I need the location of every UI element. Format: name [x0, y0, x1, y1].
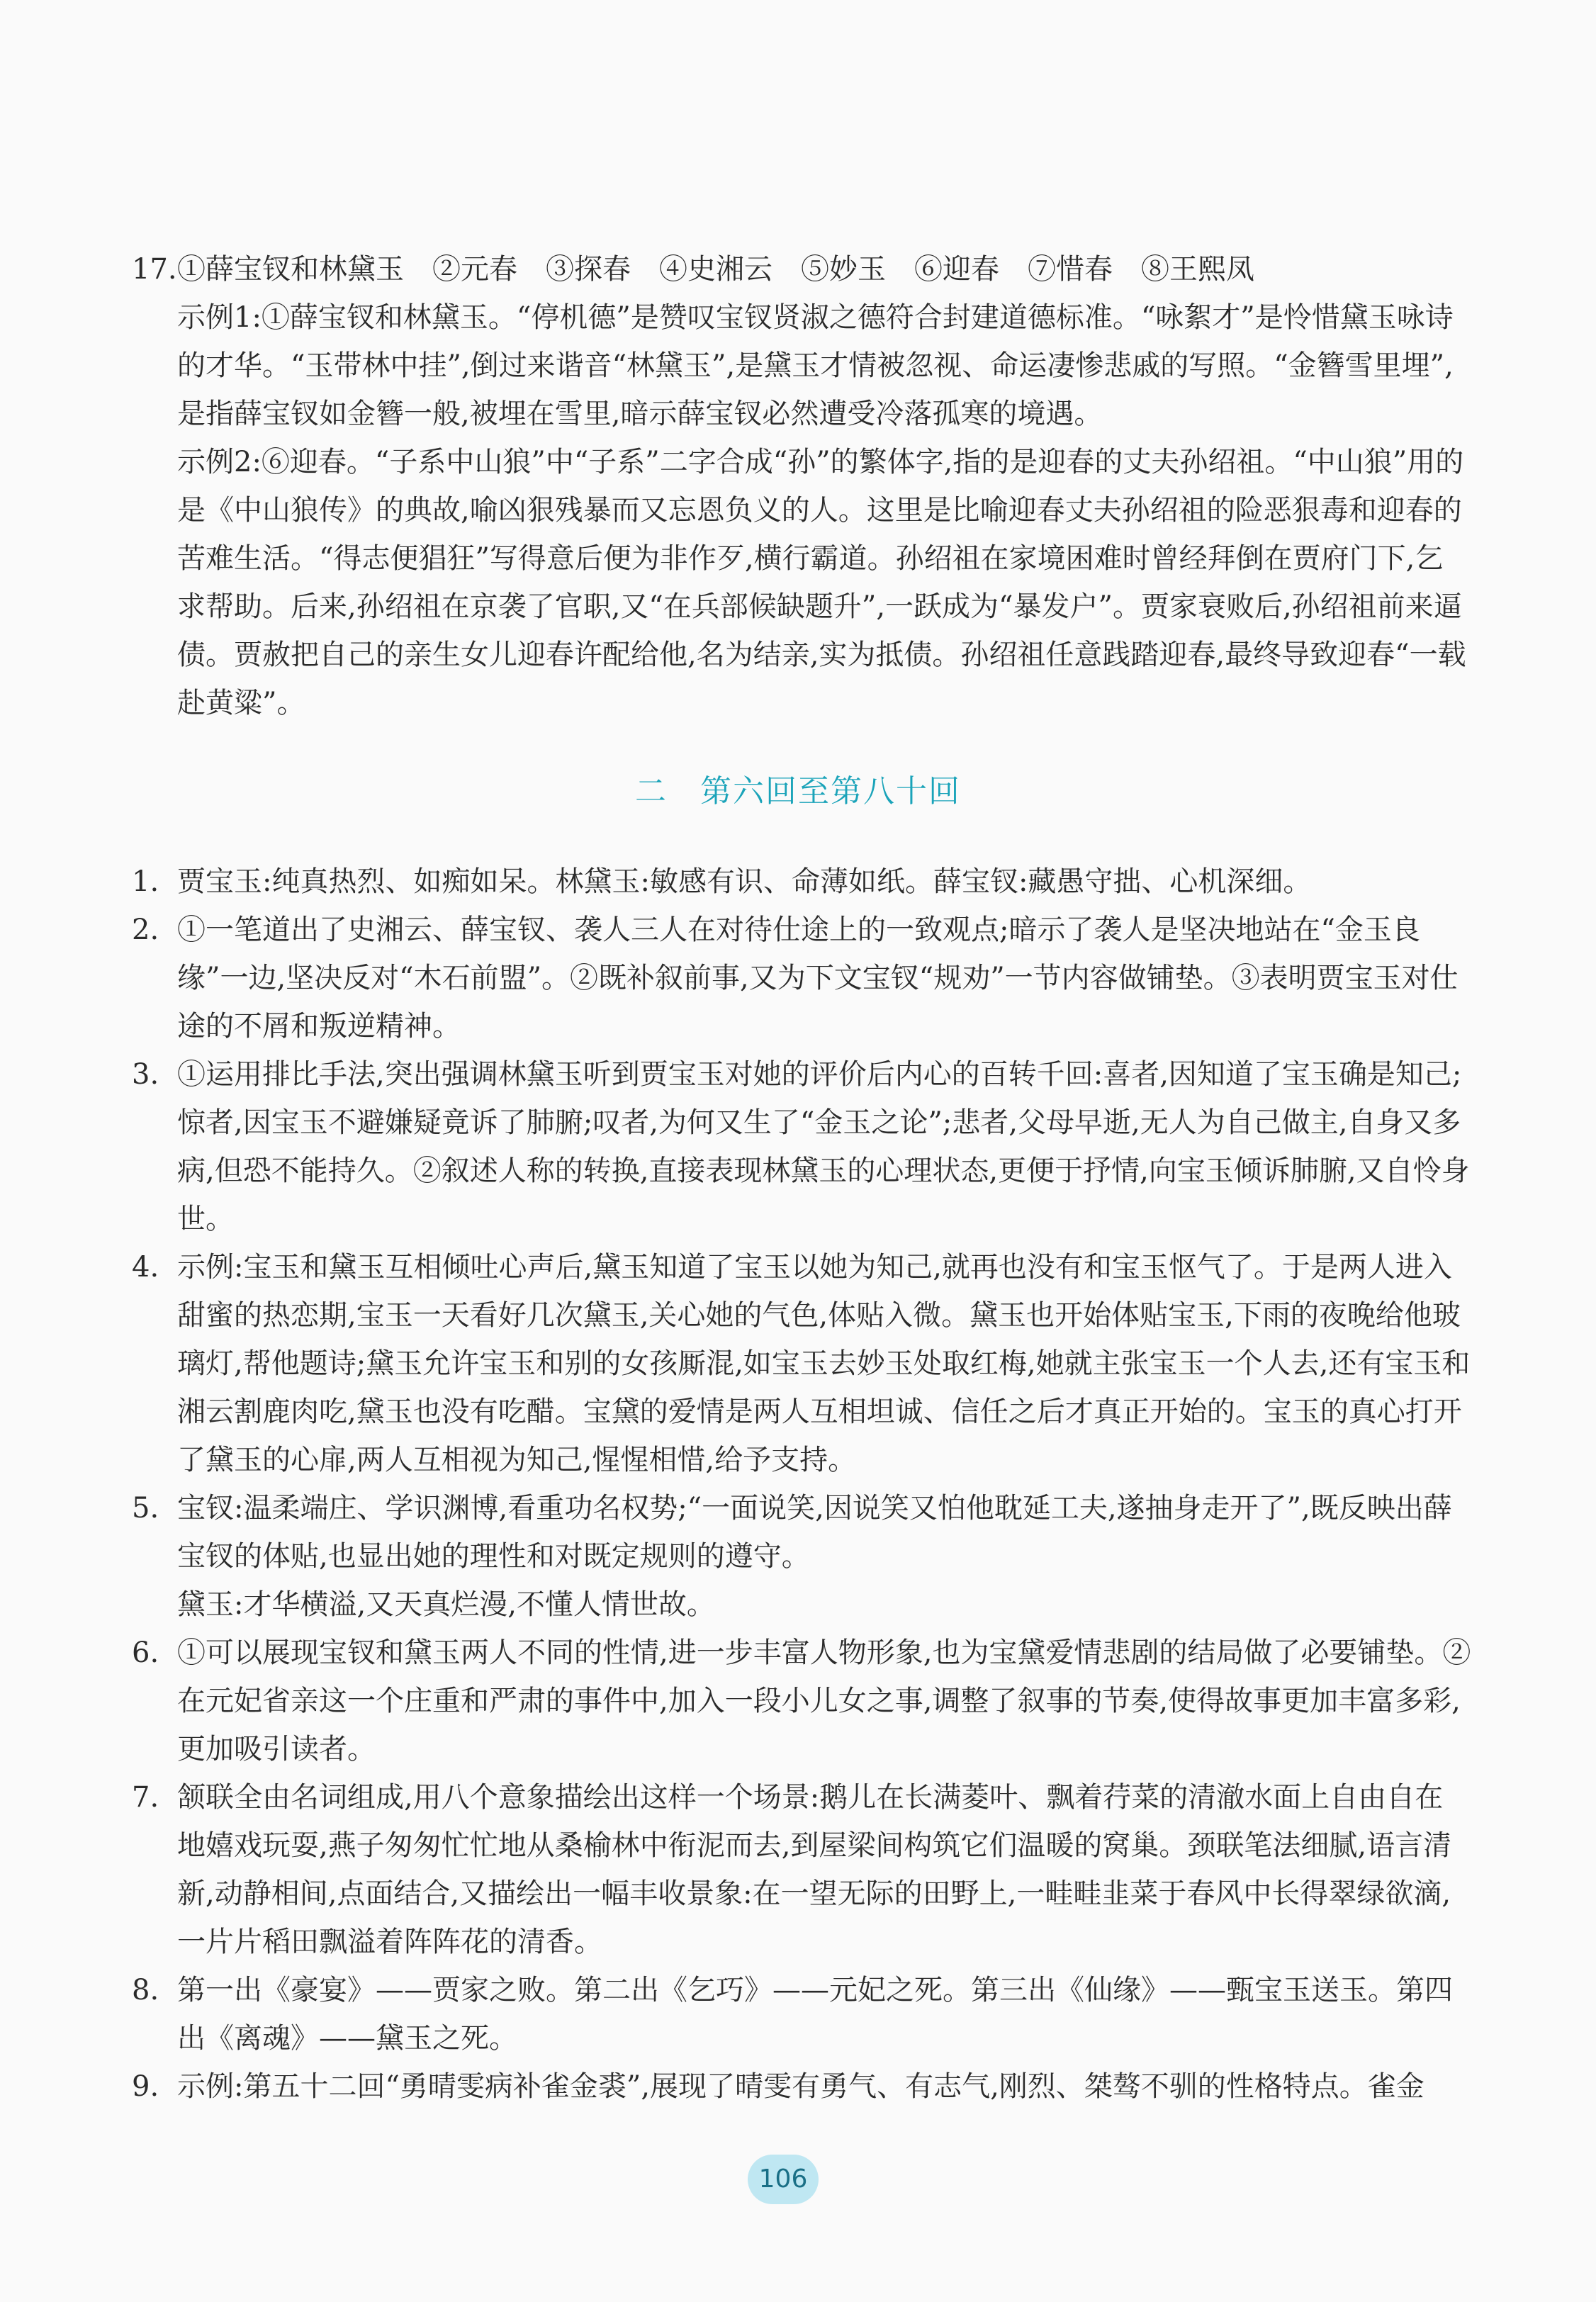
answer-text: 贾宝玉:纯真热烈、如痴如呆。林黛玉:敏感有识、命薄如纸。薛宝钗:藏愚守拙、心机深细。 — [177, 865, 1312, 898]
answer-text: 宝钗:温柔端庄、学识渊博,看重功名权势;“一面说笑,因说笑又怕他耽延工夫,遂抽身走开了”,既反映出薛宝钗的体贴,也显出她的理性和对既定规则的遵守。 — [177, 1492, 1452, 1573]
item-number: 9. — [132, 2070, 159, 2103]
answer-text: ①一笔道出了史湘云、薛宝钗、袭人三人在对待仕途上的一致观点;暗示了袭人是坚决地站在“金玉良缘”一边,坚决反对“木石前盟”。②既补叙前事,又为下文宝钗“规劝”一节内容做铺垫。③表明贾宝玉对仕途的不屑和叛逆精神。 — [177, 914, 1459, 1043]
answer-item — [132, 2062, 1471, 2111]
item-number: 2. — [132, 914, 159, 946]
answer-text: 示例:第五十二回“勇晴雯病补雀金裘”,展现了晴雯有勇气、有志气,刚烈、桀骜不驯的性格特点。雀金 — [177, 2070, 1424, 2103]
answer-item — [132, 245, 1471, 727]
answer-item — [132, 1050, 1471, 1243]
answer-item — [132, 858, 1471, 906]
section-title: 二 第六回至第八十回 — [635, 773, 961, 809]
item-number: 7. — [132, 1781, 159, 1814]
item-number: 4. — [132, 1251, 159, 1284]
item-number: 8. — [132, 1974, 159, 2006]
answer-text: ①运用排比手法,突出强调林黛玉听到贾宝玉对她的评价后内心的百转千回:喜者,因知道了宝玉确是知己;惊者,因宝玉不避嫌疑竟诉了肺腑;叹者,为何又生了“金玉之论”;悲者,父母早逝,无人为自己做主,自身又多病,但恐不能持久。②叙述人称的转换,直接表现林黛玉的心理状态,更便于抒情,向宝玉倾诉肺腑,又自怜身世。 — [177, 1058, 1470, 1235]
answer-text: 黛玉:才华横溢,又天真烂漫,不懂人情世故。 — [177, 1588, 715, 1621]
answer-item — [132, 906, 1471, 1050]
answer-item — [132, 1773, 1471, 1966]
page-number: 106 — [748, 2155, 819, 2204]
answer-list — [132, 858, 1471, 2111]
answer-text: ①可以展现宝钗和黛玉两人不同的性情,进一步丰富人物形象,也为宝黛爱情悲剧的结局做了必要铺垫。②在元妃省亲这一个庄重和严肃的事件中,加入一段小儿女之事,调整了叙事的节奏,使得故事更加丰富多彩,更加吸引读者。 — [177, 1636, 1471, 1765]
answer-text: 示例:宝玉和黛玉互相倾吐心声后,黛玉知道了宝玉以她为知己,就再也没有和宝玉怄气了。于是两人进入甜蜜的热恋期,宝玉一天看好几次黛玉,关心她的气色,体贴入微。黛玉也开始体贴宝玉,下雨的夜晚给他玻璃灯,帮他题诗;黛玉允许宝玉和别的女孩厮混,如宝玉去妙玉处取红梅,她就主张宝玉一个人去,还有宝玉和湘云割鹿肉吃,黛玉也没有吃醋。宝黛的爱情是两人互相坦诚、信任之后才真正开始的。宝玉的真心打开了黛玉的心扉,两人互相视为知己,惺惺相惜,给予支持。 — [177, 1251, 1471, 1476]
answer-item — [132, 1243, 1471, 1484]
answer-line: ①薛宝钗和林黛玉 ②元春 ③探春 ④史湘云 ⑤妙玉 ⑥迎春 ⑦惜春 ⑧王熙凤 — [177, 253, 1254, 286]
answer-item — [132, 1484, 1471, 1629]
item-number: 17. — [132, 253, 177, 286]
answer-item — [132, 1629, 1471, 1773]
item-number: 3. — [132, 1058, 159, 1091]
item-number: 1. — [132, 865, 159, 898]
example-1: 示例1:①薛宝钗和林黛玉。“停机德”是赞叹宝钗贤淑之德符合封建道德标准。“咏絮才”是怜惜黛玉咏诗的才华。“玉带林中挂”,倒过来谐音“林黛玉”,是黛玉才情被忽视、命运凄惨悲戚的写照。“金簪雪里埋”,是指薛宝钗如金簪一般,被埋在雪里,暗示薛宝钗必然遭受冷落孤寒的境遇。 — [177, 301, 1454, 430]
answer-text: 第一出《豪宴》——贾家之败。第二出《乞巧》——元妃之死。第三出《仙缘》——甄宝玉送玉。第四出《离魂》——黛玉之死。 — [177, 1974, 1453, 2055]
item-number: 6. — [132, 1636, 159, 1669]
answer-item — [132, 1966, 1471, 2062]
example-2: 示例2:⑥迎春。“子系中山狼”中“子系”二字合成“孙”的繁体字,指的是迎春的丈夫孙绍祖。“中山狼”用的是《中山狼传》的典故,喻凶狠残暴而又忘恩负义的人。这里是比喻迎春丈夫孙绍祖的险恶狠毒和迎春的苦难生活。“得志便猖狂”写得意后便为非作歹,横行霸道。孙绍祖在家境困难时曾经拜倒在贾府门下,乞求帮助。后来,孙绍祖在京袭了官职,又“在兵部候缺题升”,一跃成为“暴发户”。贾家衰败后,孙绍祖前来逼债。贾赦把自己的亲生女儿迎春许配给他,名为结亲,实为抵债。孙绍祖任意践踏迎春,最终导致迎春“一载赴黄粱”。 — [177, 446, 1466, 719]
question-17 — [132, 245, 1471, 727]
answer-text: 颔联全由名词组成,用八个意象描绘出这样一个场景:鹅儿在长满菱叶、飘着荇菜的清澈水面上自由自在地嬉戏玩耍,燕子匆匆忙忙地从桑榆林中衔泥而去,到屋梁间构筑它们温暖的窝巢。颈联笔法细腻,语言清新,动静相间,点面结合,又描绘出一幅丰收景象:在一望无际的田野上,一畦畦韭菜于春风中长得翠绿欲滴,一片片稻田飘溢着阵阵花的清香。 — [177, 1781, 1452, 1958]
item-number: 5. — [132, 1492, 159, 1525]
